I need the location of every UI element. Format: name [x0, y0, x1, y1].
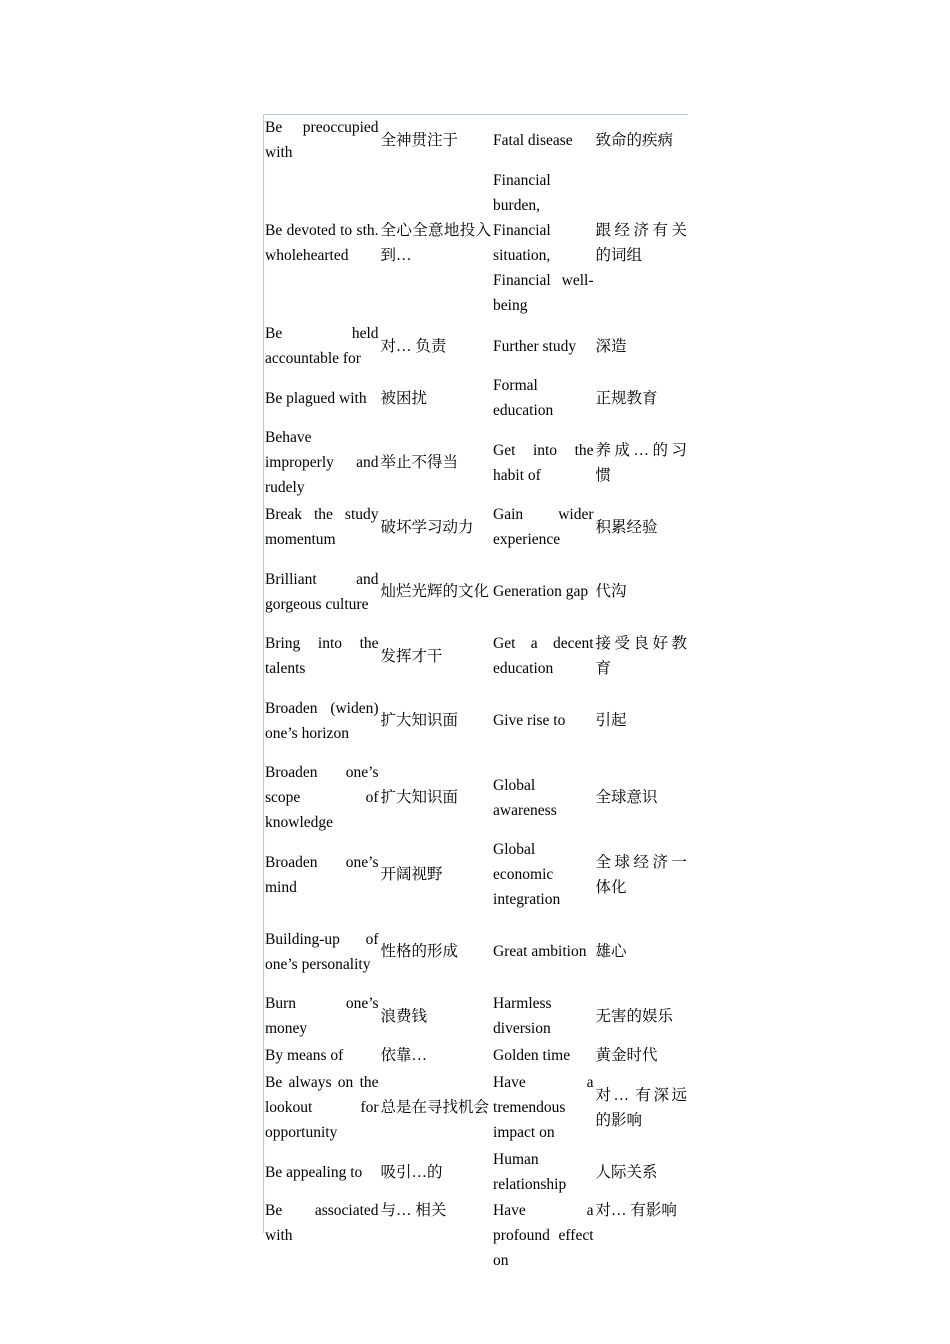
chinese-meaning-left: 灿烂光辉的文化: [380, 583, 490, 600]
vocabulary-table-container: [263, 114, 688, 1269]
english-phrase-right: Human relationship: [493, 1151, 567, 1193]
table-row: [264, 165, 688, 320]
english-phrase-right: Have a tremendous impact on: [493, 1074, 594, 1141]
english-phrase-left: Be devoted to sth. wholehearted: [265, 221, 379, 264]
table-row: [264, 1042, 688, 1069]
chinese-meaning-left: 被困扰: [380, 389, 428, 407]
english-phrase-right: Further study: [493, 337, 577, 355]
table-row: [264, 990, 688, 1042]
table-row: [264, 372, 688, 424]
chinese-meaning-left: 扩大知识面: [380, 789, 459, 806]
english-phrase-right: Get into the habit of: [493, 441, 594, 484]
vocabulary-table-body: [264, 115, 688, 1273]
english-phrase-right: Gain wider experience: [493, 506, 594, 548]
english-phrase-right: Get a decent education: [493, 635, 594, 677]
english-phrase-right: Golden time: [493, 1047, 571, 1064]
english-phrase-left: Behave improperly and rudely: [265, 429, 379, 496]
table-row: [264, 501, 688, 553]
table-row: [264, 553, 688, 630]
table-row: [264, 682, 688, 759]
english-phrase-left: Brilliant and gorgeous culture: [265, 570, 379, 613]
english-phrase-left: Be held accountable for: [265, 325, 379, 367]
chinese-meaning-right: 对… 有影响: [595, 1202, 677, 1219]
chinese-meaning-left: 与… 相关: [380, 1202, 447, 1219]
chinese-meaning-right: 雄心: [595, 943, 627, 960]
english-phrase-right: Give rise to: [493, 712, 566, 729]
english-phrase-left: Burn one’s money: [265, 995, 379, 1037]
english-phrase-right: Great ambition: [493, 943, 587, 960]
english-phrase-left: Be appealing to: [265, 1163, 363, 1181]
chinese-meaning-left: 扩大知识面: [380, 712, 459, 729]
table-row: [264, 1146, 688, 1198]
chinese-meaning-left: 发挥才干: [380, 647, 443, 665]
english-phrase-right: Generation gap: [493, 583, 589, 600]
english-phrase-left: Building-up of one’s personality: [265, 930, 379, 973]
chinese-meaning-right: 引起: [595, 712, 627, 729]
table-row: [264, 759, 688, 836]
chinese-meaning-right: 对… 有深远的影响: [595, 1086, 687, 1129]
table-row: [264, 115, 688, 165]
english-phrase-left: Bring into the talents: [265, 635, 379, 677]
english-phrase-left: Be associated with: [265, 1202, 379, 1244]
chinese-meaning-right: 致命的疾病: [595, 131, 674, 149]
chinese-meaning-left: 举止不得当: [380, 454, 459, 471]
chinese-meaning-right: 积累经验: [595, 518, 658, 536]
english-phrase-left: Be preoccupied with: [265, 119, 379, 161]
chinese-meaning-left: 破坏学习动力: [380, 518, 474, 536]
english-phrase-right: Fatal disease: [493, 131, 573, 149]
chinese-meaning-right: 代沟: [595, 583, 627, 600]
chinese-meaning-left: 对… 负责: [380, 337, 447, 355]
chinese-meaning-left: 总是在寻找机会: [380, 1099, 490, 1116]
english-phrase-right: Financial burden, Financial situation, Financial well-being: [493, 171, 594, 314]
table-row: [264, 1069, 688, 1146]
chinese-meaning-left: 依靠…: [380, 1047, 428, 1064]
table-row: [264, 913, 688, 990]
chinese-meaning-left: 开阔视野: [380, 866, 443, 883]
chinese-meaning-left: 全心全意地投入到…: [380, 221, 492, 264]
chinese-meaning-right: 养成…的习惯: [595, 441, 687, 484]
chinese-meaning-right: 人际关系: [595, 1163, 658, 1181]
chinese-meaning-right: 正规教育: [595, 389, 658, 407]
chinese-meaning-right: 跟经济有关的词组: [595, 221, 687, 264]
english-phrase-left: Be always on the lookout for opportunity: [265, 1074, 379, 1141]
chinese-meaning-right: 无害的娱乐: [595, 1007, 674, 1025]
chinese-meaning-right: 黄金时代: [595, 1047, 658, 1064]
english-phrase-left: Broaden one’s scope of knowledge: [265, 764, 379, 831]
english-phrase-right: Global economic integration: [493, 841, 561, 908]
chinese-meaning-left: 浪费钱: [380, 1007, 428, 1025]
english-phrase-left: Break the study momentum: [265, 506, 379, 548]
chinese-meaning-right: 全球意识: [595, 789, 658, 806]
table-row: [264, 630, 688, 682]
chinese-meaning-left: 全神贯注于: [380, 131, 459, 149]
english-phrase-right: Have a profound effect on: [493, 1202, 594, 1269]
table-row: [264, 424, 688, 501]
english-phrase-right: Harmless diversion: [493, 995, 552, 1037]
table-row: [264, 320, 688, 372]
english-phrase-right: Global awareness: [493, 776, 557, 819]
table-row: [264, 1198, 688, 1273]
english-phrase-left: Broaden one’s mind: [265, 853, 379, 896]
chinese-meaning-right: 深造: [595, 337, 627, 355]
english-phrase-left: Be plagued with: [265, 389, 367, 407]
english-phrase-right: Formal education: [493, 377, 554, 419]
vocabulary-table: [264, 115, 688, 1273]
english-phrase-left: Broaden (widen) one’s horizon: [265, 699, 379, 742]
english-phrase-left: By means of: [265, 1047, 344, 1064]
chinese-meaning-right: 全球经济一体化: [595, 853, 687, 896]
chinese-meaning-left: 吸引…的: [380, 1163, 443, 1181]
table-row: [264, 836, 688, 913]
chinese-meaning-left: 性格的形成: [380, 943, 459, 960]
chinese-meaning-right: 接受良好教育: [595, 635, 687, 677]
